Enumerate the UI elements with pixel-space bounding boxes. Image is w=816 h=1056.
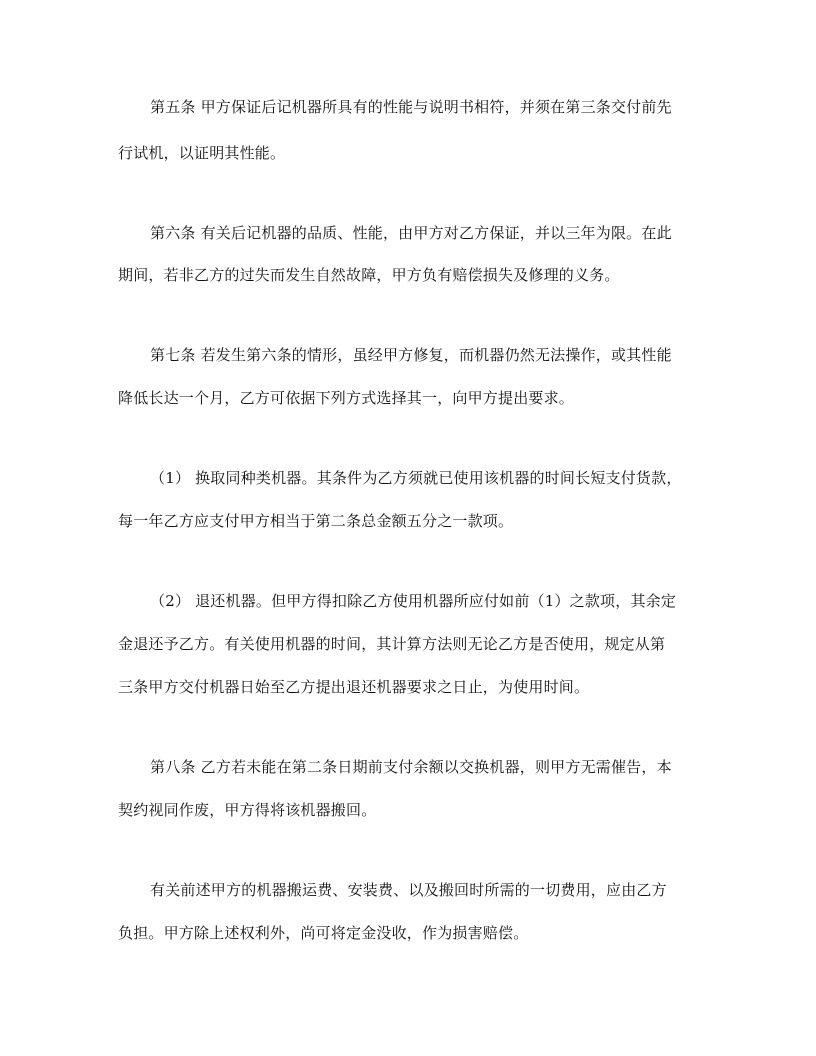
article-6-line-1: 第六条 有关后记机器的品质、性能，由甲方对乙方保证，并以三年为限。在此 [150, 224, 672, 242]
article-6-line-2: 期间，若非乙方的过失而发生自然故障，甲方负有赔偿损失及修理的义务。 [118, 266, 620, 284]
option-2-line-3: 三条甲方交付机器日始至乙方提出退还机器要求之日止，为使用时间。 [118, 678, 590, 696]
article-5-line-2: 行试机，以证明其性能。 [118, 144, 286, 162]
costs-paragraph-line-1: 有关前述甲方的机器搬运费、安装费、以及搬回时所需的一切费用，应由乙方 [150, 881, 667, 899]
article-7-line-1: 第七条 若发生第六条的情形，虽经甲方修复，而机器仍然无法操作，或其性能 [150, 346, 672, 364]
costs-paragraph-line-2: 负担。甲方除上述权利外，尚可将定金没收，作为损害赔偿。 [118, 924, 529, 942]
article-8-line-1: 第八条 乙方若未能在第二条日期前支付余额以交换机器，则甲方无需催告，本 [150, 758, 672, 776]
option-1-line-1: （1） 换取同种类机器。其条件为乙方须就已使用该机器的时间长短支付货款， [150, 469, 682, 487]
option-2-line-2: 金退还予乙方。有关使用机器的时间，其计算方法则无论乙方是否使用，规定从第 [118, 635, 666, 653]
option-2-line-1: （2） 退还机器。但甲方得扣除乙方使用机器所应付如前（1）之款项，其余定 [150, 592, 677, 610]
article-7-line-2: 降低长达一个月，乙方可依据下列方式选择其一，向甲方提出要求。 [118, 389, 575, 407]
article-5-line-1: 第五条 甲方保证后记机器所具有的性能与说明书相符，并须在第三条交付前先 [150, 98, 672, 116]
option-1-line-2: 每一年乙方应支付甲方相当于第二条总金额五分之一款项。 [118, 512, 514, 530]
article-8-line-2: 契约视同作废，甲方得将该机器搬回。 [118, 801, 377, 819]
